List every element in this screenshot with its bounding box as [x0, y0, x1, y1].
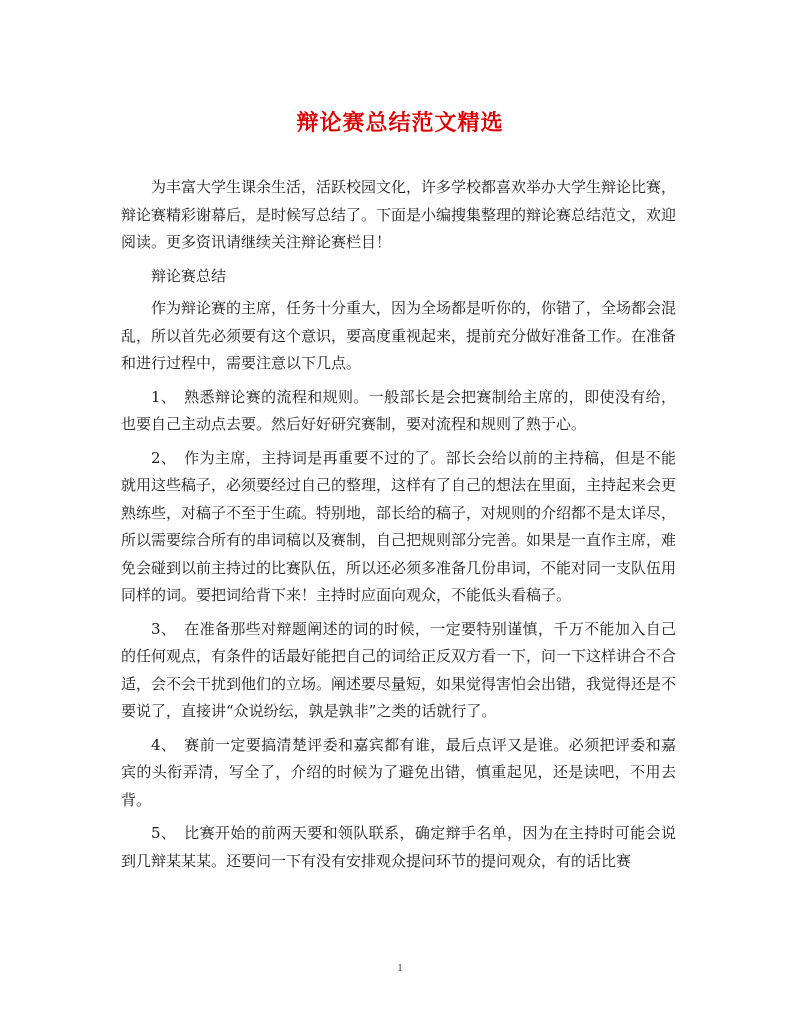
list-item-1: 1、 熟悉辩论赛的流程和规则。一般部长是会把赛制给主席的，即使没有给，也要自己主动点去要。然后好好研究赛制，要对流程和规则了熟于心。 — [121, 387, 676, 433]
list-item-5: 5、 比赛开始的前两天要和领队联系，确定辩手名单，因为在主持时可能会说到几辩某某某。还要问一下有没有安排观众提问环节的提问观众，有的话比赛 — [121, 824, 676, 870]
list-item-2: 2、 作为主席，主持词是再重要不过的了。部长会给以前的主持稿，但是不能就用这些稿子，必须要经过自己的整理，这样有了自己的想法在里面，主持起来会更熟练些，对稿子不至于生疏。特别地，部长给的稿子，对规则的介绍都不是太详尽，所以需要综合所有的串词稿以及赛制，自己把规则部分完善。如果是一直作主席，难免会碰到以前主持过的比赛队伍，所以还必须多准备几份串词，不能对同一支队伍用同样的词。要把词给背下来！主持时应面向观众，不能低头看稿子。 — [121, 448, 677, 604]
body-paragraph: 作为辩论赛的主席，任务十分重大，因为全场都是听你的，你错了，全场都会混乱，所以首先必须要有这个意识，要高度重视起来，提前充分做好准备工作。在准备和进行过程中，需要注意以下几点。 — [121, 299, 677, 372]
list-item-4: 4、 赛前一定要搞清楚评委和嘉宾都有谁，最后点评又是谁。必须把评委和嘉宾的头衔弄清，写全了，介绍的时候为了避免出错，慎重起见，还是读吧，不用去背。 — [121, 735, 676, 809]
document-title: 辩论赛总结范文精选 — [296, 110, 504, 136]
section-heading: 辩论赛总结 — [151, 266, 227, 285]
page-number: 1 — [397, 962, 403, 974]
document-body — [121, 174, 676, 881]
list-item-3: 3、 在准备那些对辩题阐述的词的时候，一定要特别谨慎，千万不能加入自己的任何观点，有条件的话最好能把自己的词给正反双方看一下，问一下这样讲合不合适，会不会干扰到他们的立场。阐述要尽量短，如果觉得害怕会出错，我觉得还是不要说了，直接讲“众说纷纭，孰是孰非”之类的话就行了。 — [121, 619, 677, 720]
intro-paragraph: 为丰富大学生课余生活，活跃校园文化，许多学校都喜欢举办大学生辩论比赛，辩论赛精彩谢幕后，是时候写总结了。下面是小编搜集整理的辩论赛总结范文，欢迎阅读。更多资讯请继续关注辩论赛栏目！ — [121, 178, 677, 251]
